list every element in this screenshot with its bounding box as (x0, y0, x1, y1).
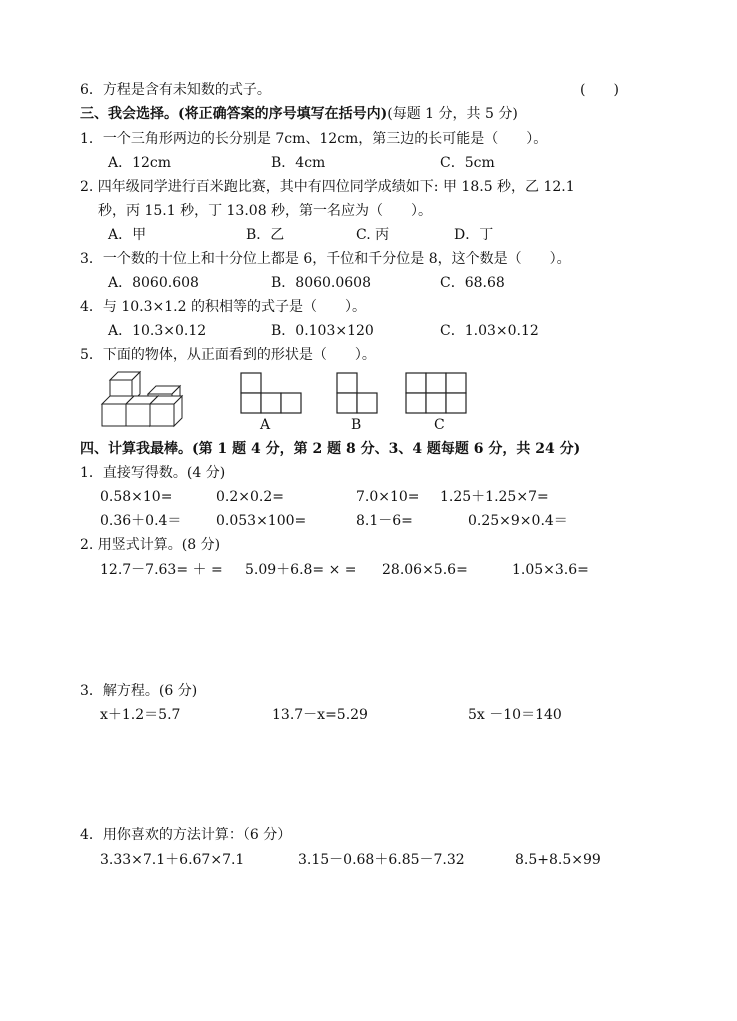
choice-3-stem: 3．一个数的十位上和十分位上都是 6，千位和千分位是 8，这个数是（ ）。 (80, 251, 571, 267)
choice-3-option-b[interactable]: B．8060.0608 (271, 275, 371, 291)
problem-3-title: 3．解方程。(6 分) (80, 683, 198, 699)
choice-2-option-d[interactable]: D．丁 (454, 227, 494, 243)
section-3-heading (80, 105, 518, 123)
choice-1-option-b[interactable]: B．4cm (271, 155, 326, 171)
option-b-shape[interactable] (336, 372, 380, 416)
choice-3-option-a[interactable]: A．8060.608 (108, 275, 199, 291)
mental-math-item: 0.053×100= (216, 513, 307, 529)
section-3-title: 三、我会选择。(将正确答案的序号填写在括号内) (80, 106, 388, 122)
option-c-shape[interactable] (405, 372, 469, 416)
mental-math-item: 8.1－6= (356, 513, 413, 529)
cube-stack-figure (100, 368, 184, 428)
choice-2-option-c[interactable]: C. 丙 (356, 227, 390, 243)
equation-item: x＋1.2＝5.7 (100, 707, 181, 723)
mental-math-item: 0.2×0.2= (216, 489, 284, 505)
choice-4-stem: 4．与 10.3×1.2 的积相等的式子是（ ）。 (80, 299, 366, 315)
option-c-label: C (434, 417, 445, 433)
mental-math-item: 1.25＋1.25×7= (440, 489, 549, 505)
mental-math-item: 7.0×10= (356, 489, 420, 505)
mental-math-item: 0.25×9×0.4＝ (468, 513, 568, 529)
vertical-calc-item: 12.7－7.63= ＋ = (100, 562, 223, 578)
answer-paren-6[interactable]: ( ) (580, 82, 619, 98)
mental-math-item: 0.36＋0.4＝ (100, 513, 182, 529)
choice-2-option-a[interactable]: A．甲 (108, 227, 147, 243)
problem-1-title: 1．直接写得数。(4 分) (80, 465, 226, 481)
choice-4-option-b[interactable]: B．0.103×120 (271, 323, 374, 339)
choice-2-option-b[interactable]: B．乙 (246, 227, 285, 243)
mental-math-item: 0.58×10= (100, 489, 173, 505)
simplify-item: 3.15－0.68＋6.85－7.32 (298, 852, 465, 868)
option-a-label: A (260, 417, 271, 433)
choice-3-option-c[interactable]: C．68.68 (440, 275, 505, 291)
choice-2-stem-line1: 2. 四年级同学进行百米跑比赛，其中有四位同学成绩如下: 甲 18.5 秒，乙 12.1 (80, 179, 575, 195)
choice-1-stem: 1．一个三角形两边的长分别是 7cm、12cm，第三边的长可能是（ ）。 (80, 131, 548, 147)
equation-item: 5x －10＝140 (468, 707, 562, 723)
choice-5-stem: 5．下面的物体，从正面看到的形状是（ ）。 (80, 347, 376, 363)
vertical-calc-item: 1.05×3.6= (512, 562, 589, 578)
option-b-label: B (351, 417, 362, 433)
statement-6: 6．方程是含有未知数的式子。 (80, 82, 271, 98)
equation-item: 13.7－x=5.29 (272, 707, 368, 723)
option-a-shape[interactable] (240, 372, 304, 416)
choice-2-stem-line2: 秒，丙 15.1 秒，丁 13.08 秒，第一名应为（ ）。 (98, 203, 433, 219)
choice-4-option-a[interactable]: A．10.3×0.12 (108, 323, 207, 339)
vertical-calc-item: 28.06×5.6= (382, 562, 468, 578)
section-3-score: (每题 1 分，共 5 分) (387, 106, 518, 122)
simplify-item: 3.33×7.1＋6.67×7.1 (100, 852, 245, 868)
choice-1-option-a[interactable]: A．12cm (108, 155, 172, 171)
simplify-item: 8.5+8.5×99 (515, 852, 601, 868)
choice-1-option-c[interactable]: C．5cm (440, 155, 495, 171)
problem-4-title: 4．用你喜欢的方法计算：（6 分） (80, 827, 292, 843)
choice-4-option-c[interactable]: C．1.03×0.12 (440, 323, 539, 339)
vertical-calc-item: 5.09＋6.8= × = (245, 562, 357, 578)
problem-2-title: 2. 用竖式计算。(8 分) (80, 537, 221, 553)
section-4-heading: 四、计算我最棒。(第 1 题 4 分，第 2 题 8 分、3、4 题每题 6 分，共 24 分) (80, 441, 581, 457)
